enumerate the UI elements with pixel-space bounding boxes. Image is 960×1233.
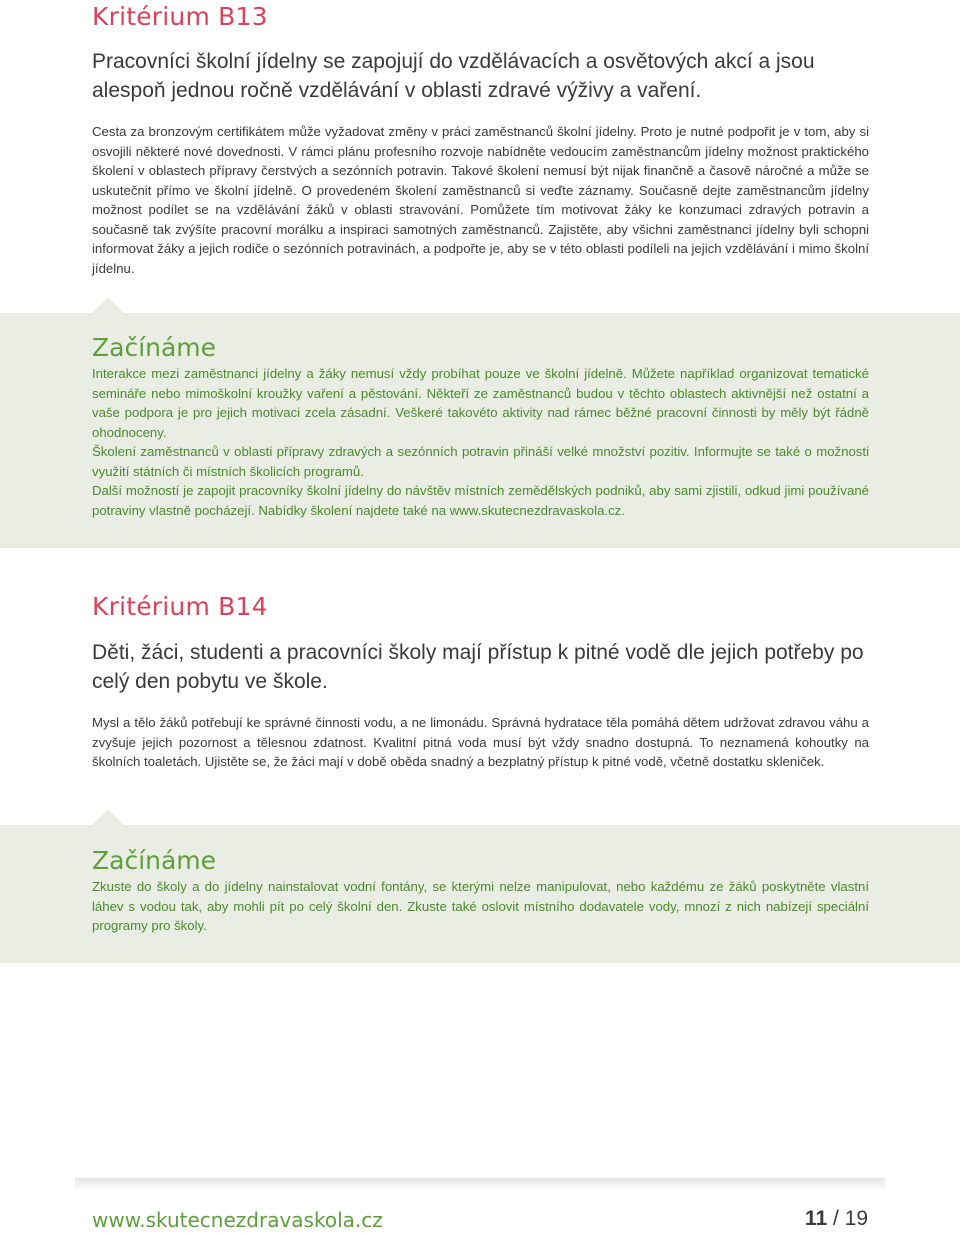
- b13-start-paragraph-3: Další možností je zapojit pracovníky školní jídelny do návštěv místních zemědělských podniků, aby sami zjistili, odkud jimi používané potraviny vlastně pocházejí. Nabídky školení najdete také na www.skutecnezdravaskola.cz.: [92, 483, 869, 518]
- b14-lead: Děti, žáci, studenti a pracovníci školy mají přístup k pitné vodě dle jejich potřeby po celý den pobytu ve škole.: [92, 641, 864, 693]
- b13-start-paragraph-1: Interakce mezi zaměstnanci jídelny a žáky nemusí vždy probíhat pouze ve školní jídelně. Můžete například organizovat tematické semináře nebo mimoškolní kroužky vaření a pěstování. Někteří ze zaměstnanců budou v těchto oblastech aktivnější než ostatní a vaše podpora je pro jejich motivaci zcela zásadní. Veškeré takovéto aktivity nad rámec běžné pracovní činnosti by měly být řádně ohodnoceny.: [92, 366, 869, 440]
- b14-start-notch: [92, 809, 124, 825]
- b13-start-paragraph-2: Školení zaměstnanců v oblasti přípravy zdravých a sezónních potravin přináší velké množství pozitiv. Informujte se také o možnosti využití státních či místních školicích programů.: [92, 444, 869, 479]
- b14-start-paragraph: Zkuste do školy a do jídelny nainstalovat vodní fontány, se kterými nelze manipulovat, nebo každému ze žáků poskytněte vlastní láhev s vodou tak, aby mohli pít po celý školní den. Zkuste také oslovit místního dodavatele vody, mnozí z nich nabízejí speciální programy pro školy.: [92, 879, 869, 933]
- b14-body: Mysl a tělo žáků potřebují ke správné činnosti vodu, a ne limonádu. Správná hydratace těla pomáhá dětem udržovat zdravou váhu a zvyšuje jejich pozornost a tělesnou zdatnost. Kvalitní pitná voda musí být vždy snadno dostupná. To neznamená kohoutky na školních toaletách. Ujistěte se, že žáci mají v době oběda snadný a bezplatný přístup k pitné vodě, včetně dostatku skleniček.: [92, 715, 869, 769]
- b13-body: Cesta za bronzovým certifikátem může vyžadovat změny v práci zaměstnanců školní jídelny. Proto je nutné podpořit je v tom, aby si osvojili některé nové dovednosti. V rámci plánu profesního rozvoje nabídněte vedoucím zaměstnancům jídelny možnost praktického školení v oblastech přípravy čerstvých a sezónních potravin. Takové školení nemusí být nijak finančně a časově náročné a může se uskutečnit přímo ve školní jídelně. O provedeném školení zaměstnanců si veďte záznamy. Současně dejte zaměstnancům jídelny možnost podílet se na vzdělávání žáků v oblasti stravování. Pomůžete tím motivovat žáky ke konzumaci zdravých potravin a současně tak zvýšíte pracovní morálku a inspiraci samotných zaměstnanců. Zajistěte, aby všichni zaměstnanci jídelny byli schopni informovat žáky a jejich rodiče o sezónních potravinách, a podpořte je, aby se v této oblasti podíleli na jejich vzdělávání i mimo školní jídelnu.: [92, 124, 869, 276]
- b13-start-title: Začínáme: [92, 333, 217, 362]
- page-current: 11: [804, 1207, 828, 1230]
- footer-website-link[interactable]: www.skutecnezdravaskola.cz: [92, 1208, 383, 1232]
- b14-title: Kritérium B14: [92, 592, 268, 621]
- page-separator: /: [827, 1207, 845, 1230]
- b13-lead: Pracovníci školní jídelny se zapojují do vzdělávacích a osvětových akcí a jsou alespoň jednou ročně vzdělávání v oblasti zdravé výživy a vaření.: [92, 50, 815, 102]
- page-total: 19: [844, 1207, 868, 1230]
- b14-start-title: Začínáme: [92, 846, 217, 875]
- page-number: [805, 1207, 868, 1231]
- b13-title: Kritérium B13: [92, 2, 268, 31]
- footer-divider: [75, 1178, 885, 1190]
- b13-start-notch: [92, 297, 124, 313]
